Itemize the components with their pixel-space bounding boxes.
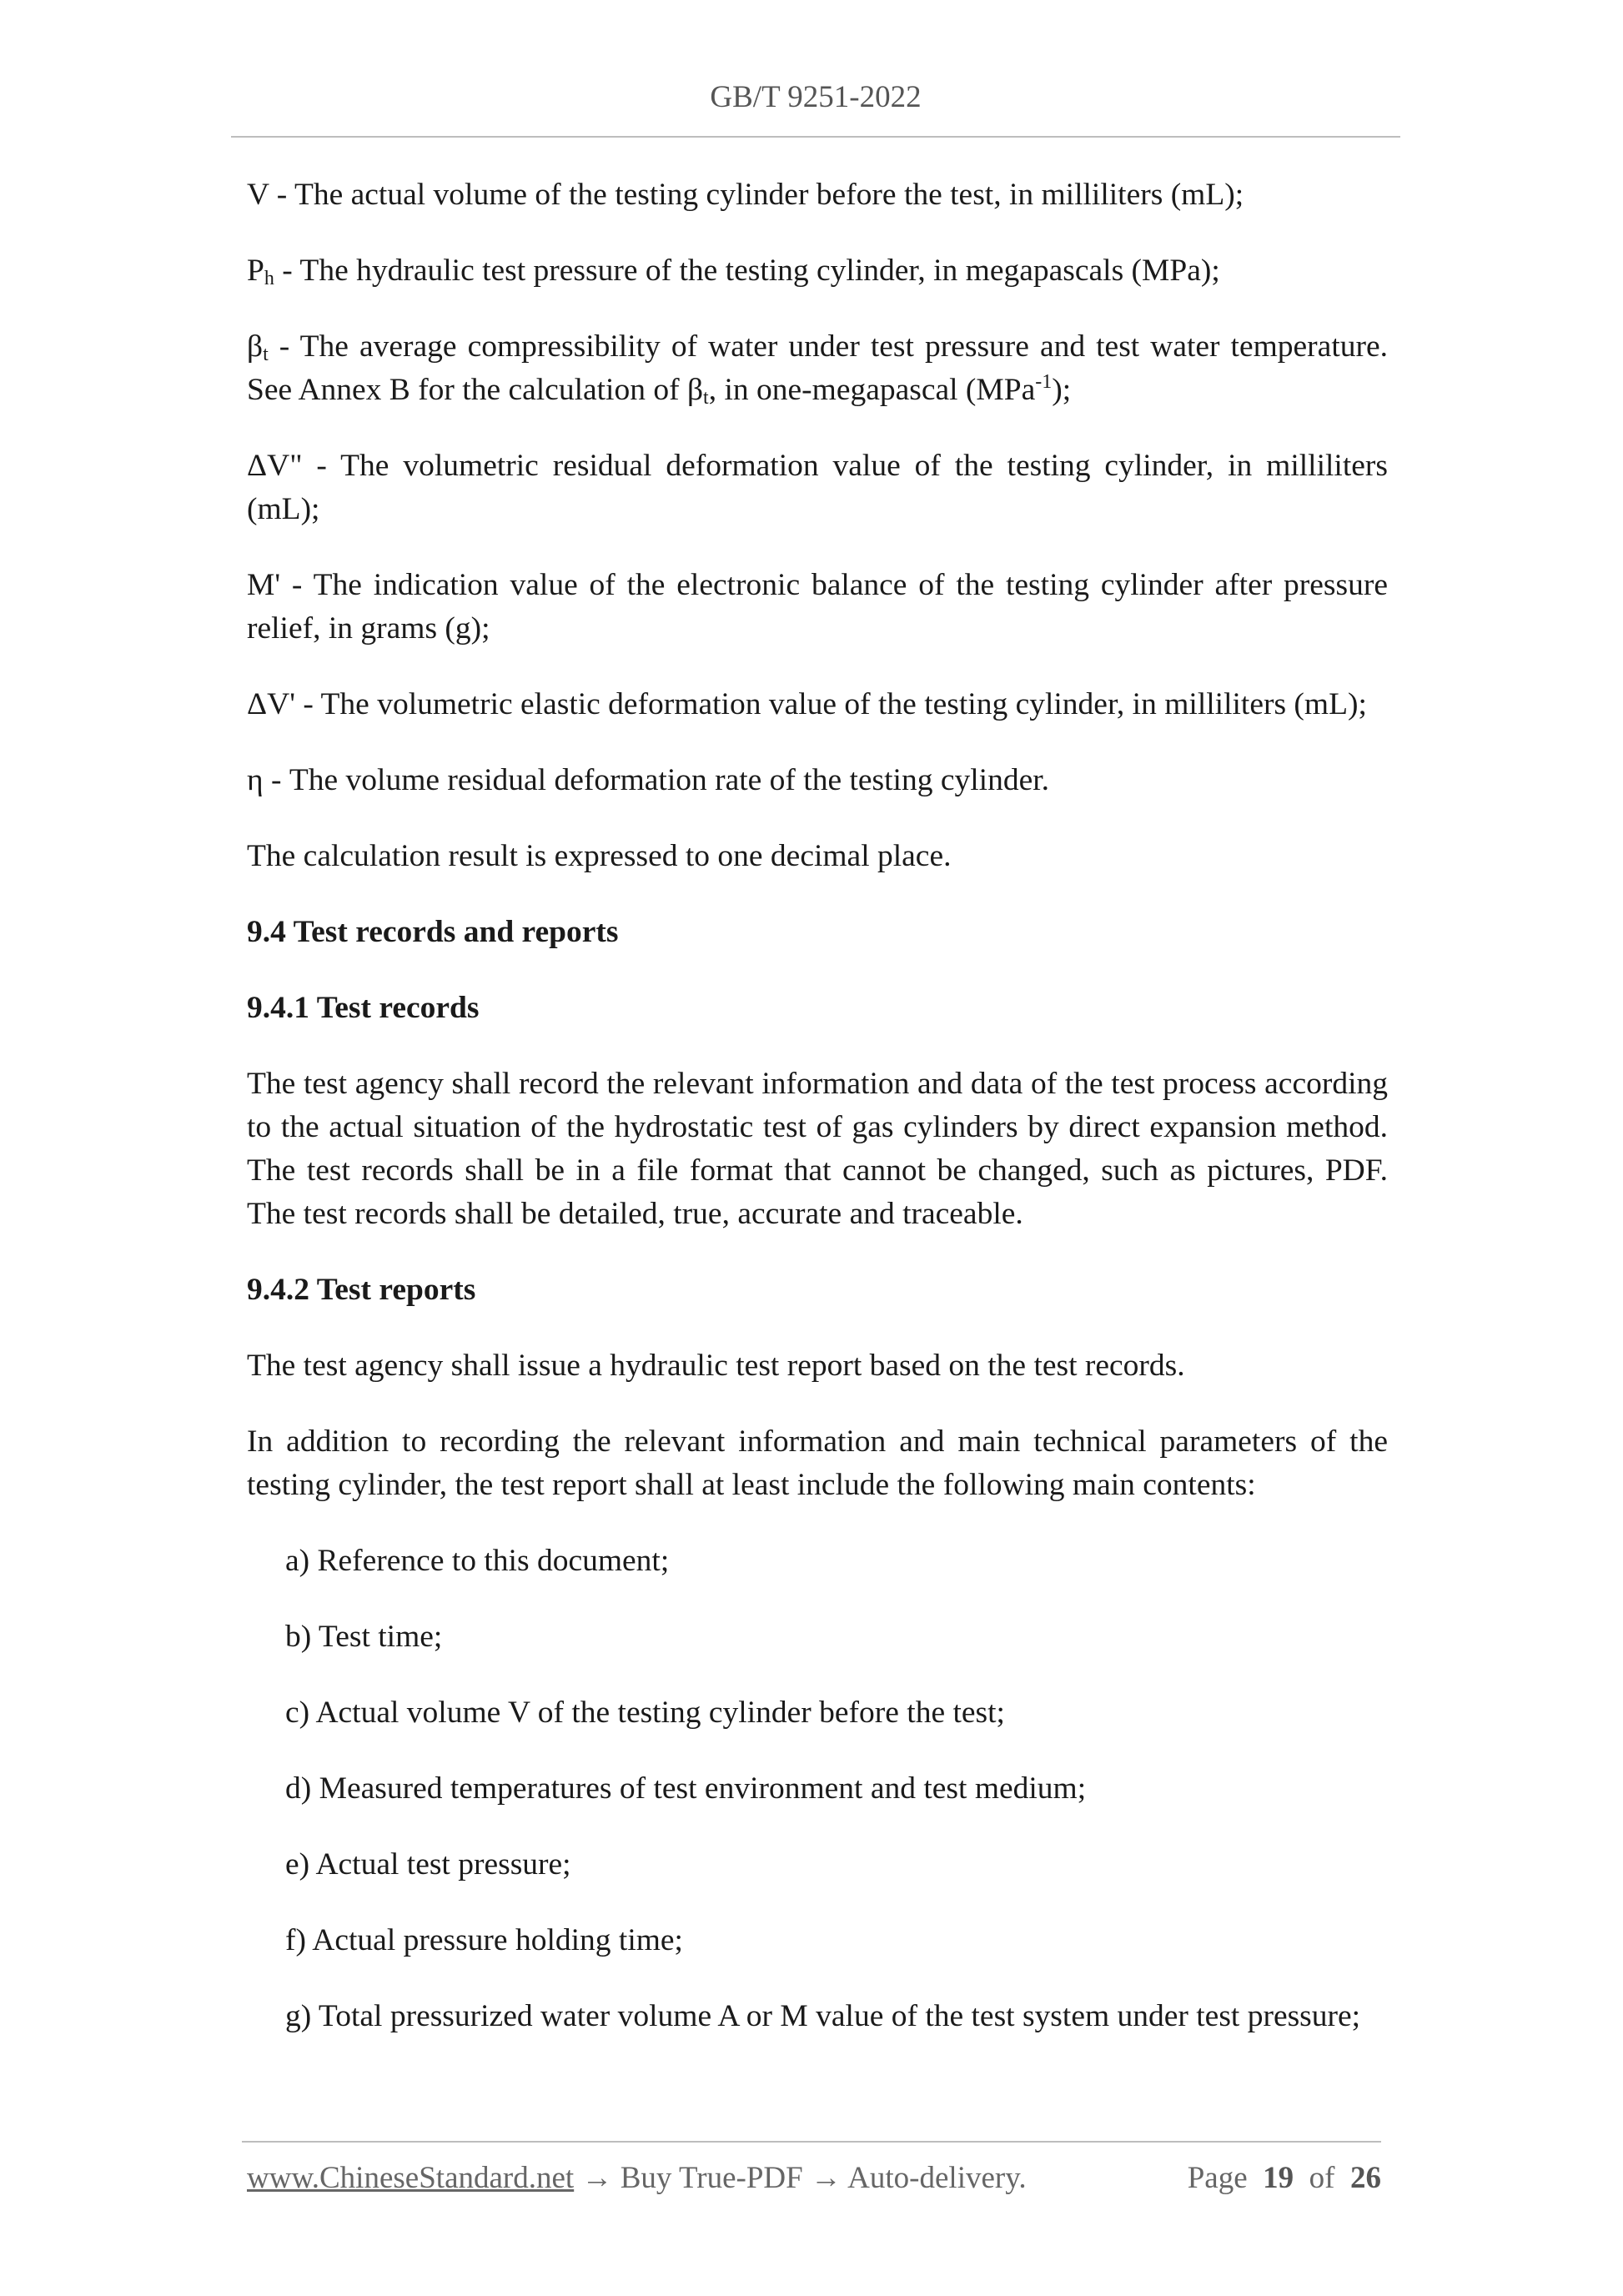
definition-beta-text-b: , in one-megapascal (MPa — [708, 373, 1036, 407]
page-total: 26 — [1350, 2161, 1381, 2195]
page-content — [247, 173, 1388, 2038]
section-heading-9-4-1: 9.4.1 Test records — [247, 991, 480, 1025]
page-word: Page — [1187, 2161, 1248, 2195]
list-item: d) Measured temperatures of test environment and test medium; — [285, 1771, 1087, 1806]
section-heading-9-4: 9.4 Test records and reports — [247, 915, 619, 949]
header-divider — [231, 136, 1400, 138]
section-heading-9-4-2: 9.4.2 Test reports — [247, 1273, 476, 1307]
list-item: f) Actual pressure holding time; — [285, 1923, 683, 1957]
auto-delivery-text: Auto-delivery. — [847, 2161, 1027, 2195]
list-item: c) Actual volume V of the testing cylinder before the test; — [285, 1696, 1005, 1730]
symbol-p: P — [247, 254, 264, 288]
subscript-h: h — [264, 268, 274, 289]
test-reports-paragraph-1: The test agency shall issue a hydraulic test report based on the test records. — [247, 1349, 1185, 1383]
definition-beta-t — [247, 325, 1388, 412]
definition-v: V - The actual volume of the testing cylinder before the test, in milliliters (mL); — [247, 178, 1244, 212]
list-item: a) Reference to this document; — [285, 1544, 670, 1578]
symbol-beta: β — [247, 329, 264, 364]
footer-divider — [242, 2141, 1381, 2143]
page-footer — [247, 2160, 1381, 2196]
calculation-note: The calculation result is expressed to one decimal place. — [247, 839, 952, 873]
list-item: e) Actual test pressure; — [285, 1847, 571, 1882]
definition-ph-text: - The hydraulic test pressure of the testing cylinder, in megapascals (MPa); — [274, 254, 1220, 288]
definition-ph — [247, 249, 1388, 293]
superscript-minus-one: -1 — [1035, 371, 1053, 393]
of-word: of — [1309, 2161, 1335, 2195]
subscript-t: t — [263, 344, 269, 365]
subscript-t-2: t — [703, 387, 709, 409]
page-current: 19 — [1263, 2161, 1294, 2195]
list-item: b) Test time; — [285, 1620, 443, 1654]
arrow-right-icon: → — [810, 2161, 842, 2195]
test-records-paragraph: The test agency shall record the relevant information and data of the test process according to the actual situation of the hydrostatic test of gas cylinders by direct expansion method. The test records shall be in a file format that cannot be changed, such as pictures, PDF. The test records shall be detailed, true, accurate and traceable. — [247, 1067, 1388, 1231]
arrow-right-icon: → — [581, 2161, 613, 2195]
definition-beta-text-c: ); — [1052, 373, 1072, 407]
test-reports-paragraph-2: In addition to recording the relevant information and main technical parameters of the testing cylinder, the test report shall at least include the following main contents: — [247, 1424, 1388, 1502]
definition-m-prime: M' - The indication value of the electronic balance of the testing cylinder after pressure relief, in grams (g); — [247, 568, 1388, 646]
page-indicator — [1188, 2160, 1381, 2196]
buy-true-pdf-text: Buy True-PDF — [620, 2161, 803, 2195]
definition-delta-v-prime: ΔV' - The volumetric elastic deformation value of the testing cylinder, in milliliters (mL); — [247, 687, 1367, 721]
definition-beta-text-a: - The average compressibility of water under test pressure and test water temperature. See Annex B for the calculation of β — [247, 329, 1388, 407]
document-header: GB/T 9251-2022 — [710, 80, 922, 114]
website-link[interactable]: www.ChineseStandard.net — [247, 2161, 575, 2195]
definition-eta: η - The volume residual deformation rate of the testing cylinder. — [247, 763, 1050, 797]
definition-delta-v-double: ΔV" - The volumetric residual deformation value of the testing cylinder, in milliliters (mL); — [247, 449, 1388, 526]
list-item: g) Total pressurized water volume A or M value of the test system under test pressure; — [285, 1999, 1361, 2033]
